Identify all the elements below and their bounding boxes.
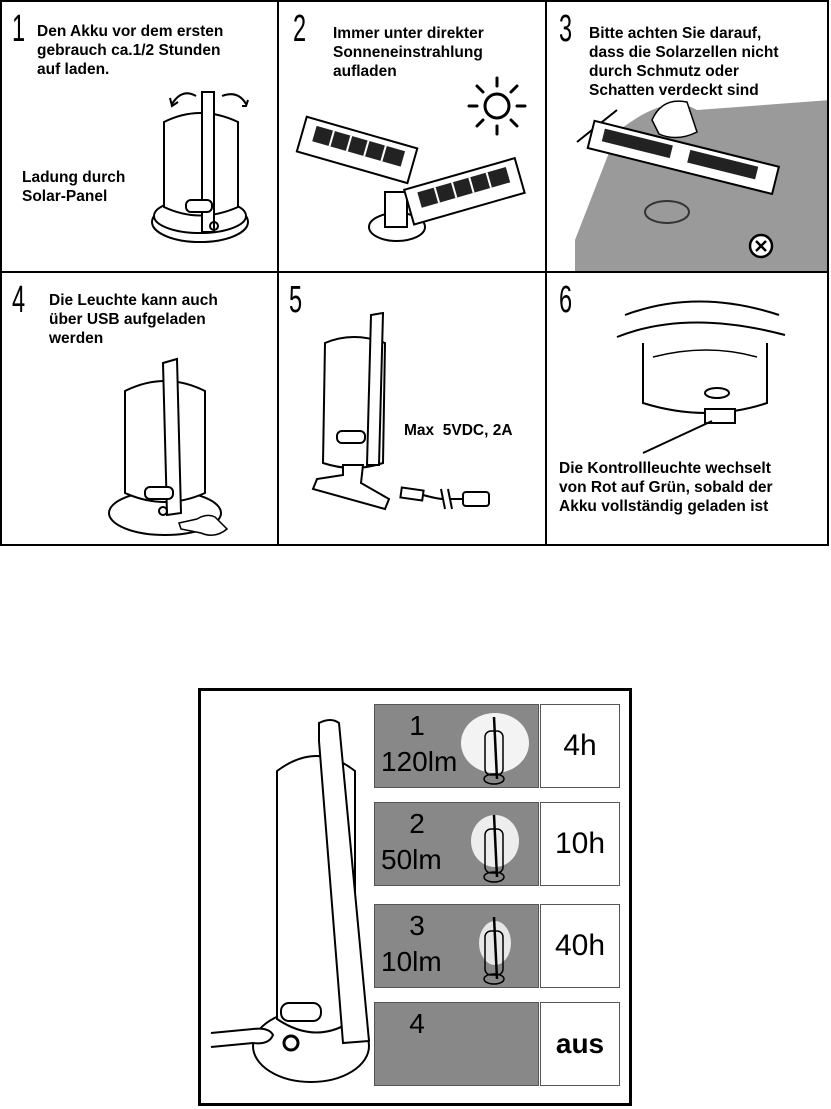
mode-3-number: 3 (409, 910, 425, 941)
step-2-text: Immer unter direkter Sonneneinstrahlung aufladen (333, 25, 484, 80)
lamp-button-illustration (211, 701, 371, 1096)
mode-4-duration: aus (540, 1002, 620, 1086)
cross-circle-icon (747, 232, 775, 260)
usb-cable-illustration (303, 303, 493, 523)
step-1-cell (0, 0, 279, 273)
step-3-cell (545, 0, 829, 273)
mode-1-panel (374, 704, 539, 788)
step-1-number: 1 (12, 8, 26, 50)
solar-panel-illustration (297, 112, 527, 262)
instruction-grid (0, 0, 829, 546)
mode-2-panel (374, 802, 539, 886)
step-3-text: Bitte achten Sie darauf, dass die Solarzellen nicht durch Schmutz oder Schatten verdeckt sind (589, 25, 779, 99)
lamp-rotate-illustration (142, 82, 272, 252)
usb-lamp-illustration (97, 353, 257, 543)
step-1-caption: Ladung durch Solar-Panel (22, 169, 126, 205)
light-mode-panel (198, 688, 632, 1106)
mode-1-duration: 4h (540, 704, 620, 788)
mode-3-duration: 40h (540, 904, 620, 988)
mode-row-2 (374, 802, 620, 886)
mode-1-number: 1 (409, 710, 425, 741)
step-5-number: 5 (289, 279, 303, 321)
lamp-glow-icon (453, 909, 533, 989)
mode-row-3 (374, 904, 620, 988)
mode-1-lumen: 120lm (381, 746, 458, 777)
step-4-cell (0, 271, 279, 546)
step-4-number: 4 (12, 279, 26, 321)
usb-spec-text: Max 5VDC, 2A (404, 422, 513, 439)
step-4-text: Die Leuchte kann auch über USB aufgeladen werden (49, 292, 218, 347)
mode-4-number: 4 (409, 1008, 425, 1039)
indicator-light-illustration (547, 273, 829, 473)
mode-2-lumen: 50lm (381, 844, 442, 875)
mode-4-panel (374, 1002, 539, 1086)
mode-row-4 (374, 1002, 620, 1086)
step-6-number: 6 (559, 279, 573, 321)
step-2-number: 2 (293, 8, 307, 50)
step-6-text: Die Kontrollleuchte wechselt von Rot auf Grün, sobald der Akku vollständig geladen ist (559, 460, 773, 515)
lamp-glow-icon (453, 807, 533, 887)
lamp-glow-icon (453, 709, 533, 789)
step-6-cell (545, 271, 829, 546)
step-1-text: Den Akku vor dem ersten gebrauch ca.1/2 Stunden auf laden. (37, 23, 224, 78)
step-5-cell (277, 271, 547, 546)
mode-2-number: 2 (409, 808, 425, 839)
mode-2-duration: 10h (540, 802, 620, 886)
mode-3-panel (374, 904, 539, 988)
step-3-number: 3 (559, 8, 573, 50)
step-2-cell (277, 0, 547, 273)
mode-3-lumen: 10lm (381, 946, 442, 977)
mode-row-1 (374, 704, 620, 788)
